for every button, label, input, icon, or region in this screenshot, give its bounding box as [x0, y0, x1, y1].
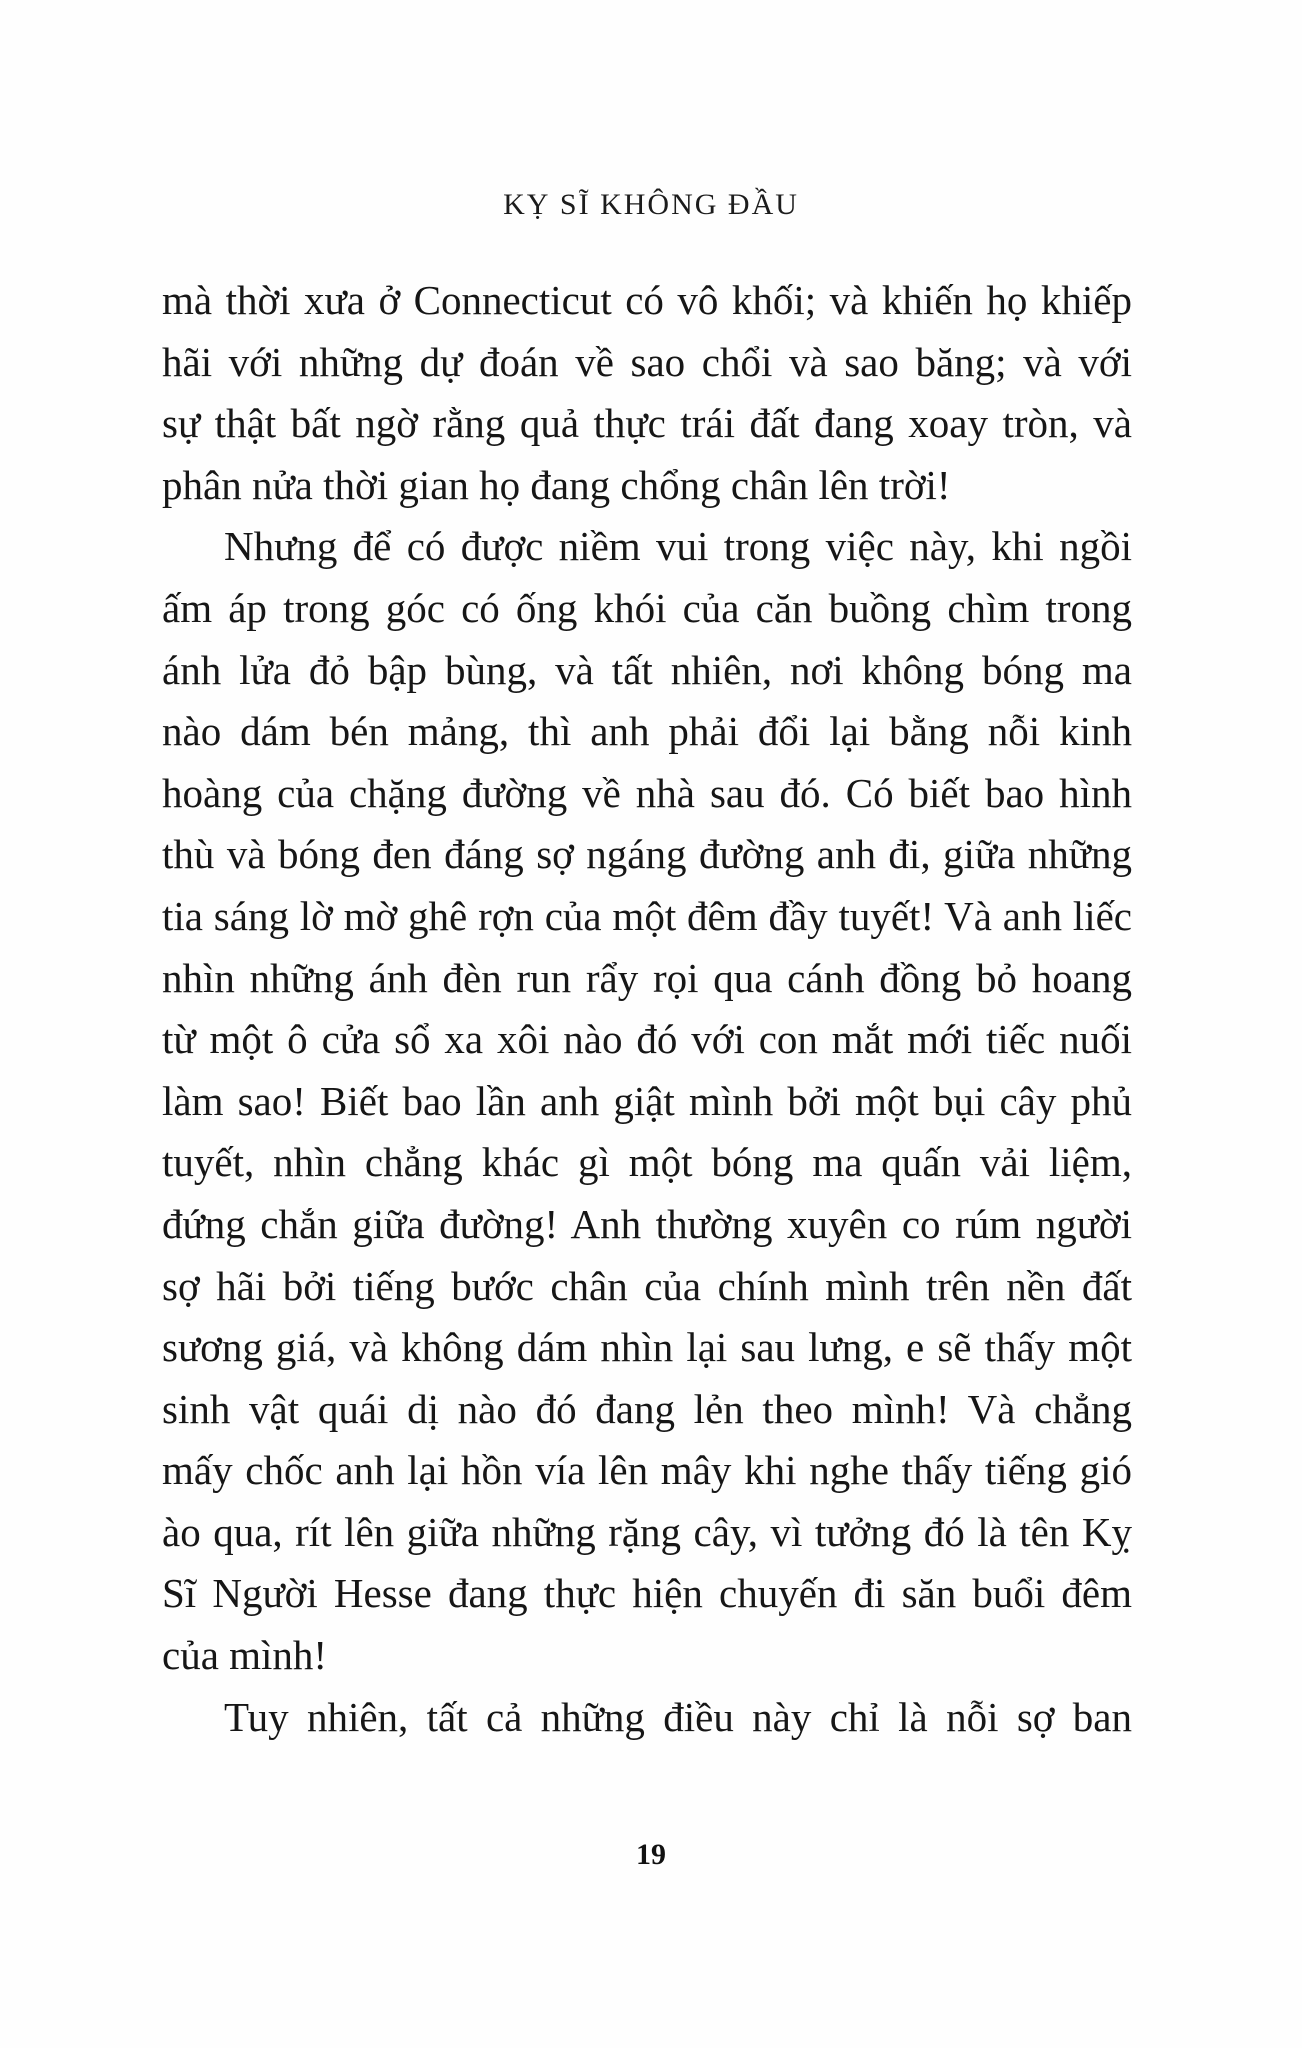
text-line: nhìn những ánh đèn run rẩy rọi qua cánh đồng bỏ hoang	[162, 954, 1132, 1001]
text-line: Nhưng để có được niềm vui trong việc này, khi ngồi	[224, 523, 1132, 570]
text-line: sinh vật quái dị nào đó đang lẻn theo mình! Và chẳng	[162, 1385, 1132, 1432]
text-line: phân nửa thời gian họ đang chổng chân lên trời!	[162, 461, 951, 508]
running-head: KỴ SĨ KHÔNG ĐẦU	[503, 188, 799, 221]
page-number: 19	[636, 1838, 666, 1871]
text-line: ấm áp trong góc có ống khói của căn buồng chìm trong	[162, 584, 1132, 631]
text-line: Tuy nhiên, tất cả những điều này chỉ là nỗi sợ ban	[224, 1693, 1132, 1740]
text-line: sự thật bất ngờ rằng quả thực trái đất đang xoay tròn, và	[162, 400, 1132, 447]
text-line: ánh lửa đỏ bập bùng, và tất nhiên, nơi không bóng ma	[162, 646, 1132, 693]
text-line: từ một ô cửa sổ xa xôi nào đó với con mắt mới tiếc nuối	[162, 1016, 1132, 1063]
text-line: mấy chốc anh lại hồn vía lên mây khi nghe thấy tiếng gió	[162, 1447, 1132, 1494]
text-line: tia sáng lờ mờ ghê rợn của một đêm đầy tuyết! Và anh liếc	[162, 892, 1132, 939]
text-line: ào qua, rít lên giữa những rặng cây, vì tưởng đó là tên Kỵ	[162, 1508, 1132, 1555]
text-line: làm sao! Biết bao lần anh giật mình bởi một bụi cây phủ	[162, 1077, 1132, 1124]
text-line: đứng chắn giữa đường! Anh thường xuyên co rúm người	[162, 1200, 1132, 1247]
text-line: nào dám bén mảng, thì anh phải đổi lại bằng nỗi kinh	[162, 708, 1132, 755]
text-line: mà thời xưa ở Connecticut có vô khối; và khiến họ khiếp	[162, 277, 1132, 323]
text-line: sợ hãi bởi tiếng bước chân của chính mình trên nền đất	[162, 1262, 1132, 1309]
text-line: Sĩ Người Hesse đang thực hiện chuyến đi săn buổi đêm	[162, 1570, 1132, 1617]
paragraph	[162, 516, 1132, 1686]
text-line: sương giá, và không dám nhìn lại sau lưng, e sẽ thấy một	[162, 1324, 1132, 1371]
text-line: thù và bóng đen đáng sợ ngáng đường anh đi, giữa những	[162, 831, 1132, 878]
text-line: hãi với những dự đoán về sao chổi và sao băng; và với	[162, 338, 1132, 385]
text-line: tuyết, nhìn chẳng khác gì một bóng ma quấn vải liệm,	[162, 1139, 1132, 1186]
paragraph	[162, 1687, 1132, 1749]
body-text	[162, 270, 1132, 1748]
text-line: của mình!	[162, 1632, 328, 1679]
text-line: hoàng của chặng đường về nhà sau đó. Có biết bao hình	[162, 769, 1132, 816]
paragraph	[162, 270, 1132, 516]
